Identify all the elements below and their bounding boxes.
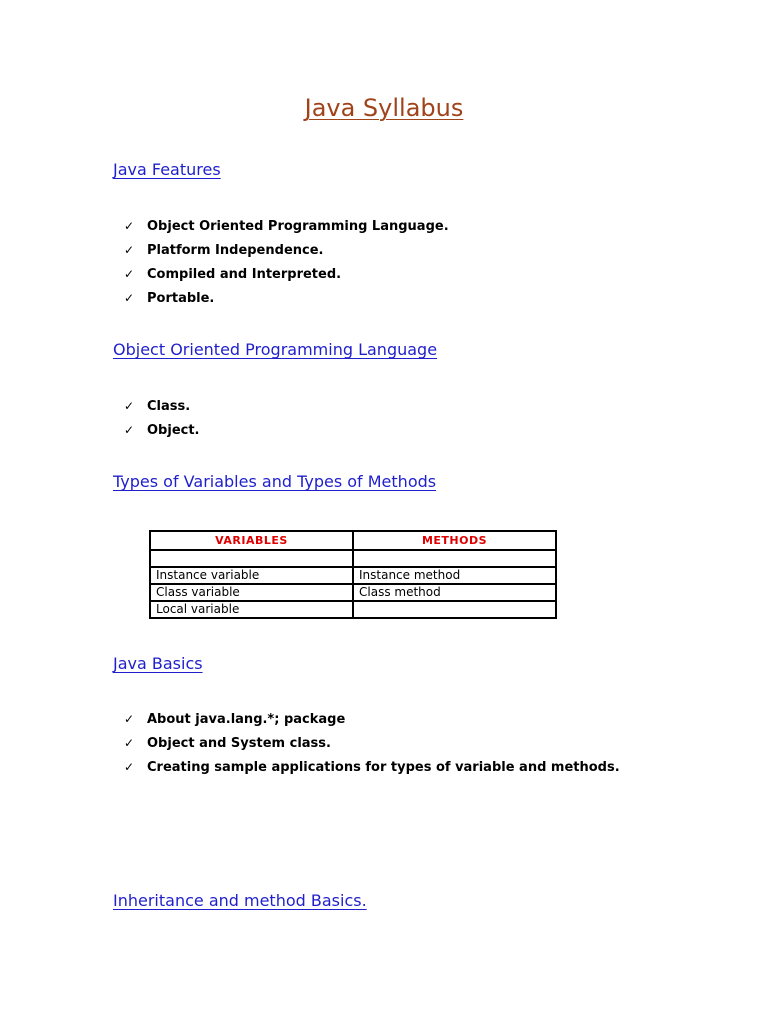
java-basics-list	[124, 707, 620, 779]
list-item	[124, 238, 449, 262]
list-item	[124, 214, 449, 238]
list-item	[124, 731, 620, 755]
table-header-methods: METHODS	[353, 531, 556, 550]
checkmark-icon: ✓	[124, 291, 135, 305]
list-item-text: Class.	[147, 399, 191, 414]
table-header-row	[150, 531, 556, 550]
checkmark-icon: ✓	[124, 712, 135, 726]
list-item	[124, 262, 449, 286]
list-item	[124, 707, 620, 731]
table-cell: Instance variable	[150, 567, 353, 584]
checkmark-icon: ✓	[124, 267, 135, 281]
oop-list	[124, 394, 200, 442]
table-cell: Class method	[353, 584, 556, 601]
table-header-variables: VARIABLES	[150, 531, 353, 550]
table-row	[150, 584, 556, 601]
list-item-text: About java.lang.*; package	[147, 712, 346, 727]
table-row	[150, 601, 556, 618]
section-heading-variables-methods[interactable]: Types of Variables and Types of Methods	[113, 472, 437, 491]
list-item-text: Object.	[147, 423, 200, 438]
list-item	[124, 418, 200, 442]
section-heading-java-features[interactable]: Java Features	[113, 160, 221, 179]
variables-methods-table	[149, 530, 557, 619]
document-title: Java Syllabus	[304, 94, 464, 122]
list-item-text: Object Oriented Programming Language.	[147, 219, 449, 234]
list-item-text: Creating sample applications for types of variable and methods.	[147, 760, 620, 775]
checkmark-icon: ✓	[124, 219, 135, 233]
checkmark-icon: ✓	[124, 736, 135, 750]
table-cell	[150, 550, 353, 567]
java-features-list	[124, 214, 449, 310]
table-cell: Local variable	[150, 601, 353, 618]
list-item-text: Compiled and Interpreted.	[147, 267, 342, 282]
list-item-text: Portable.	[147, 291, 215, 306]
table-row	[150, 550, 556, 567]
list-item	[124, 286, 449, 310]
table-cell: Instance method	[353, 567, 556, 584]
checkmark-icon: ✓	[124, 423, 135, 437]
table-row	[150, 567, 556, 584]
list-item	[124, 755, 620, 779]
table-cell	[353, 550, 556, 567]
table-cell: Class variable	[150, 584, 353, 601]
section-heading-oop-language[interactable]: Object Oriented Programming Language	[113, 340, 438, 359]
list-item	[124, 394, 200, 418]
table-cell	[353, 601, 556, 618]
section-heading-java-basics[interactable]: Java Basics	[113, 654, 203, 673]
checkmark-icon: ✓	[124, 760, 135, 774]
section-heading-inheritance[interactable]: Inheritance and method Basics.	[113, 891, 367, 910]
checkmark-icon: ✓	[124, 399, 135, 413]
list-item-text: Platform Independence.	[147, 243, 324, 258]
checkmark-icon: ✓	[124, 243, 135, 257]
list-item-text: Object and System class.	[147, 736, 331, 751]
